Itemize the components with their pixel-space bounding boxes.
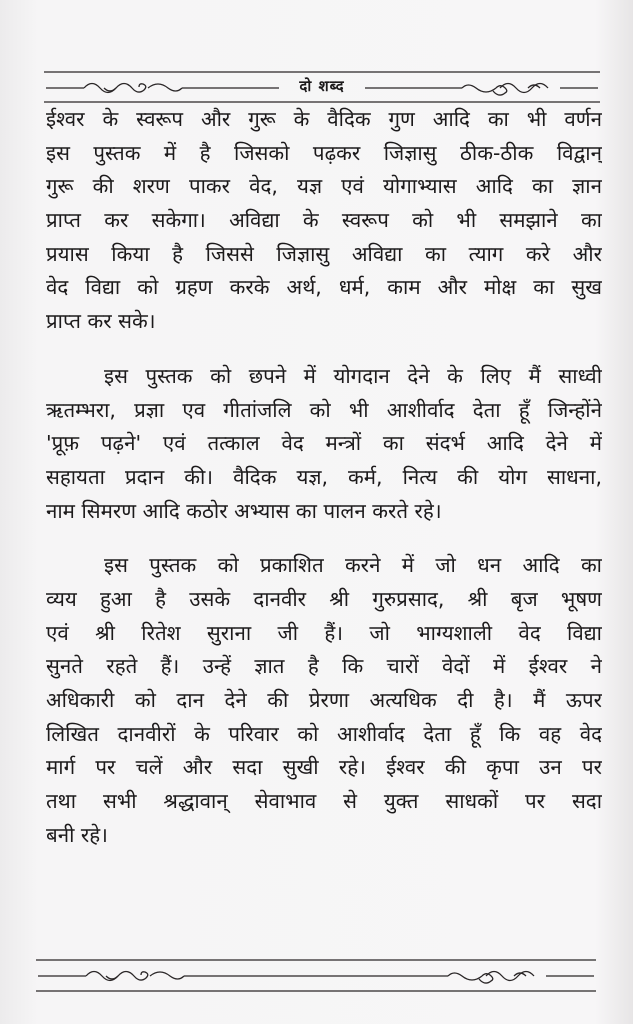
text-line: इस पुस्तक में है जिसको पढ़कर जिज्ञासु ठीक-ठीक विद्वान् bbox=[46, 140, 602, 165]
footer-ornament bbox=[36, 957, 596, 997]
page-header bbox=[44, 70, 600, 106]
text-line: सहायता प्रदान की। वैदिक यज्ञ, कर्म, नित्य की योग साधना, bbox=[46, 464, 602, 489]
text-line: प्राप्त कर सकेगा। अविद्या के स्वरूप को भी समझाने का bbox=[46, 208, 602, 233]
text-line: इस पुस्तक को प्रकाशित करने में जो धन आदि का bbox=[104, 553, 602, 578]
text-line: वेद विद्या को ग्रहण करके अर्थ, धर्म, काम और मोक्ष का सुख bbox=[46, 275, 602, 300]
text-line: बनी रहे। bbox=[46, 822, 108, 847]
text-line: व्यय हुआ है उसके दानवीर श्री गुरुप्रसाद, श्री बृज भूषण bbox=[46, 586, 602, 611]
text-line: प्राप्त कर सके। bbox=[46, 309, 156, 334]
page-footer-ornament bbox=[36, 957, 596, 997]
text-line: एवं श्री रितेश सुराना जी हैं। जो भाग्यशाली वेद विद्या bbox=[46, 620, 602, 645]
text-line: सुनते रहते हैं। उन्हें ज्ञात है कि चारों वेदों में ईश्वर ने bbox=[46, 654, 602, 679]
text-line: गुरू की शरण पाकर वेद, यज्ञ एवं योगाभ्यास आदि का ज्ञान bbox=[46, 174, 602, 199]
text-line: इस पुस्तक को छपने में योगदान देने के लिए मैं साध्वी bbox=[104, 363, 602, 388]
paragraph-3 bbox=[46, 549, 602, 852]
text-line: प्रयास किया है जिससे जिज्ञासु अविद्या का त्याग करे और bbox=[46, 241, 602, 266]
text-line: लिखित दानवीरों के परिवार को आशीर्वाद देता हूँ कि वह वेद bbox=[46, 721, 602, 746]
paragraph-1 bbox=[46, 103, 602, 339]
text-line: ऋतम्भरा, प्रज्ञा एव गीतांजलि को भी आशीर्वाद देता हूँ जिन्होंने bbox=[46, 397, 602, 422]
text-line: ईश्वर के स्वरूप और गुरू के वैदिक गुण आदि का भी वर्णन bbox=[46, 107, 602, 131]
text-line: नाम सिमरण आदि कठोर अभ्यास का पालन करते रहे। bbox=[46, 498, 442, 523]
text-line: अधिकारी को दान देने की प्रेरणा अत्यधिक दी है। मैं ऊपर bbox=[46, 688, 602, 712]
text-line: 'प्रूफ़ पढ़ने' एवं तत्काल वेद मन्त्रों का संदर्भ आदि देने में bbox=[46, 431, 602, 456]
body-text bbox=[46, 103, 602, 852]
text-line: तथा सभी श्रद्धावान् सेवाभाव से युक्त साधकों पर सदा bbox=[46, 789, 602, 814]
page-title: दो शब्द bbox=[299, 77, 345, 95]
paragraph-2 bbox=[46, 360, 602, 528]
text-line: मार्ग पर चलें और सदा सुखी रहे। ईश्वर की कृपा उन पर bbox=[46, 755, 602, 780]
